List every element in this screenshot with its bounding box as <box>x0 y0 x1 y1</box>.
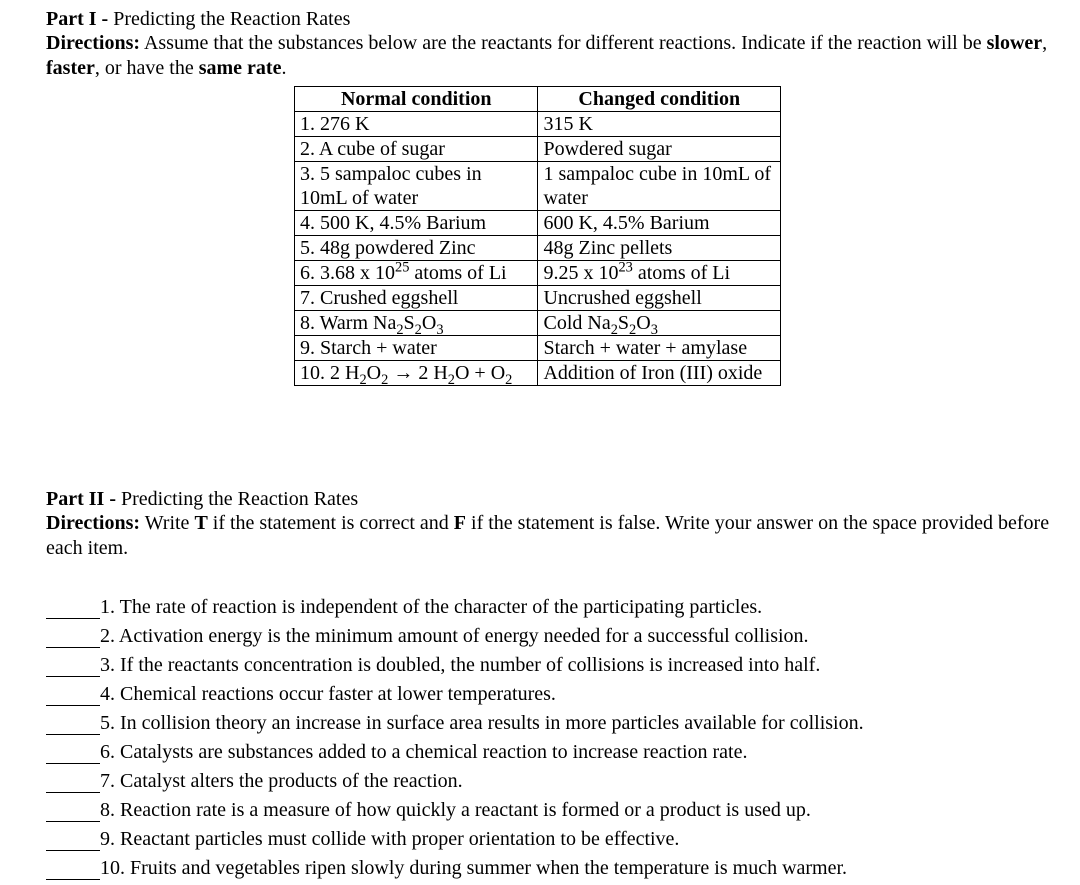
normal-cell: 10. 2 $H_2O_2 \to 2$ $H_2O + O_2$ <box>295 361 538 386</box>
answer-blank[interactable] <box>46 743 100 764</box>
changed-cell: 600 K, 4.5% Barium <box>538 211 781 236</box>
table-row <box>295 162 781 211</box>
part1-heading: Part I - Predicting the Reaction Rates <box>46 8 351 30</box>
list-item: 4. Chemical reactions occur faster at lower temperatures. <box>46 677 1076 706</box>
normal-cell: 2. A cube of sugar <box>295 137 538 162</box>
list-item: 2. Activation energy is the minimum amount of energy needed for a successful collision. <box>46 619 1076 648</box>
table-row <box>295 286 781 311</box>
list-item: 7. Catalyst alters the products of the reaction. <box>46 764 1076 793</box>
part1-directions: Directions: Assume that the substances below are the reactants for different reactions. Indicate if the reaction will be slower, faster, or have the same rate. <box>46 32 1048 79</box>
changed-cell: 1 sampaloc cube in 10mL of water <box>538 162 781 211</box>
table-row <box>295 361 781 386</box>
table-row <box>295 261 781 286</box>
table-row <box>295 236 781 261</box>
normal-cell: 9. Starch + water <box>295 336 538 361</box>
answer-blank[interactable] <box>46 656 100 677</box>
changed-cell: Powdered sugar <box>538 137 781 162</box>
answer-blank[interactable] <box>46 859 100 880</box>
changed-condition-header: Changed condition <box>538 87 781 112</box>
table-row <box>295 137 781 162</box>
part2-directions: Directions: Write T if the statement is correct and F if the statement is false. Write your answer on the space provided before each item. <box>46 512 1050 559</box>
table-row <box>295 112 781 137</box>
normal-cell: 8. Warm $Na_2S_2O_3$ <box>295 311 538 336</box>
table-header-row <box>295 87 781 112</box>
changed-cell: 315 K <box>538 112 781 137</box>
normal-condition-header: Normal condition <box>295 87 538 112</box>
part2-section <box>46 487 1056 560</box>
table-row <box>295 311 781 336</box>
worksheet <box>46 7 1056 879</box>
normal-cell: 7. Crushed eggshell <box>295 286 538 311</box>
answer-blank[interactable] <box>46 685 100 706</box>
true-false-list <box>46 590 1076 880</box>
list-item: 3. If the reactants concentration is doubled, the number of collisions is increased into half. <box>46 648 1076 677</box>
list-item: 10. Fruits and vegetables ripen slowly during summer when the temperature is much warmer. <box>46 851 1076 880</box>
list-item: 8. Reaction rate is a measure of how quickly a reactant is formed or a product is used up. <box>46 793 1076 822</box>
normal-cell: 5. 48g powdered Zinc <box>295 236 538 261</box>
list-item: 9. Reactant particles must collide with proper orientation to be effective. <box>46 822 1076 851</box>
changed-cell: Addition of Iron (III) oxide <box>538 361 781 386</box>
table-row <box>295 211 781 236</box>
changed-cell: 48g Zinc pellets <box>538 236 781 261</box>
answer-blank[interactable] <box>46 772 100 793</box>
list-item: 6. Catalysts are substances added to a chemical reaction to increase reaction rate. <box>46 735 1076 764</box>
conditions-table <box>294 86 781 389</box>
list-item: 1. The rate of reaction is independent of the character of the participating particles. <box>46 590 1076 619</box>
normal-cell: 1. 276 K <box>295 112 538 137</box>
answer-blank[interactable] <box>46 830 100 851</box>
changed-cell: Cold $Na_2S_2O_3$ <box>538 311 781 336</box>
normal-cell: 4. 500 K, 4.5% Barium <box>295 211 538 236</box>
part2-heading: Part II - Predicting the Reaction Rates <box>46 488 359 510</box>
answer-blank[interactable] <box>46 801 100 822</box>
changed-cell: Uncrushed eggshell <box>538 286 781 311</box>
answer-blank[interactable] <box>46 714 100 735</box>
normal-cell: 6. 3.68 x $10^{25}$ atoms of Li <box>295 261 538 286</box>
answer-blank[interactable] <box>46 627 100 648</box>
list-item: 5. In collision theory an increase in surface area results in more particles available for collision. <box>46 706 1076 735</box>
normal-cell: 3. 5 sampaloc cubes in 10mL of water <box>295 162 538 211</box>
changed-cell: 9.25 x $10^{23}$ atoms of Li <box>538 261 781 286</box>
changed-cell: Starch + water + amylase <box>538 336 781 361</box>
answer-blank[interactable] <box>46 598 100 619</box>
table-row <box>295 336 781 361</box>
